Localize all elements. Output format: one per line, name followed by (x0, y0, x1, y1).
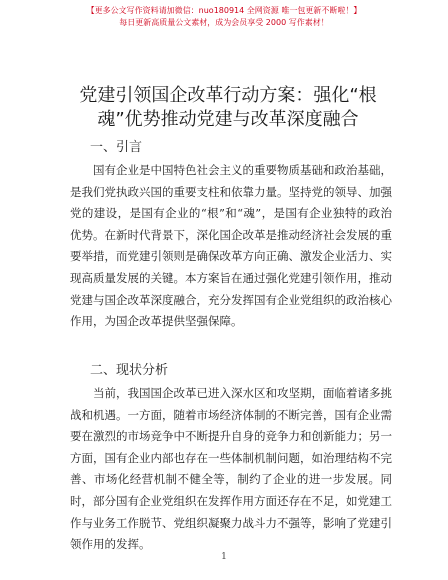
promo-banner-line1: 【更多公文写作资料请加微信：nuo180914 全网资源 唯一包更新不断啦！】 (86, 6, 362, 15)
section-heading-status: 二、现状分析 (90, 363, 169, 378)
section-heading-intro: 一、引言 (90, 140, 143, 155)
section-paragraph-status: 当前，我国国企改革已进入深水区和攻坚期，面临着诸多挑战和机遇。一方面，随着市场经济体制的不断完善，国有企业需要在激烈的市场竞争中不断提升自身的竞争力和创新能力；另一方面，国有企业内部也存在一些体制机制问题，如治理结构不完善、市场化经营机制不健全等，制约了企业的进一步发展。同时，部分国有企业党组织在发挥作用方面还存在不足，如党建工作与业务工作脱节、党组织凝聚力战斗力不强等，影响了党建引领作用的发挥。 (70, 386, 392, 552)
page-number: 1 (221, 552, 227, 562)
promo-banner-line2: 每日更新高质量公文素材，成为会员享受 2000 写作素材！ (119, 18, 329, 27)
document-title: 党建引领国企改革行动方案：强化“根魂”优势推动党建与改革深度融合 (79, 85, 377, 130)
promo-banner (0, 6, 448, 28)
section-paragraph-intro: 国有企业是中国特色社会主义的重要物质基础和政治基础，是我们党执政兴国的重要支柱和依靠力量。坚持党的领导、加强党的建设，是国有企业的“根”和“魂”，是国有企业独特的政治优势。在新时代背景下，深化国企改革是推动经济社会发展的重要举措，而党建引领则是确保改革方向正确、激发企业活力、实现高质量发展的关键。本方案旨在通过强化党建引领作用，推动党建与国企改革深度融合，充分发挥国有企业党组织的政治核心作用，为国企改革提供坚强保障。 (70, 163, 392, 329)
